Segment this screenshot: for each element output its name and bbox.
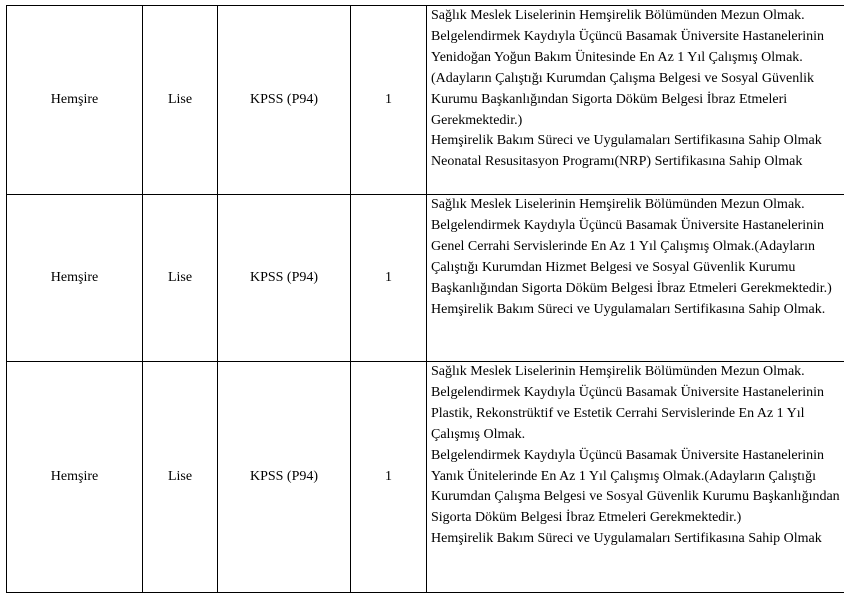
position-count-cell: 1 <box>351 195 427 362</box>
requirement-line: Neonatal Resusitasyon Programı(NRP) Sertifikasına Sahip Olmak <box>431 154 803 170</box>
requirement-line: Hemşirelik Bakım Süreci ve Uygulamaları Sertifikasına Sahip Olmak <box>431 133 822 149</box>
requirement-line: Belgelendirmek Kaydıyla Üçüncü Basamak Üniversite Hastanelerinin Genel Cerrahi Servislerinde En Az 1 Yıl Çalışmış Olmak.(Adayların Çalıştığı Kurumdan Hizmet Belgesi ve Sosyal Güvenlik Kurumu Başkanlığından Sigorta Döküm Belgesi İbraz Etmeleri Gerekmektedir.) <box>431 217 832 296</box>
requirement-line: Hemşirelik Bakım Süreci ve Uygulamaları Sertifikasına Sahip Olmak <box>431 531 822 547</box>
position-title-cell: Hemşire <box>7 362 143 593</box>
requirement-line: Belgelendirmek Kaydıyla Üçüncü Basamak Üniversite Hastanelerinin Yanık Ünitelerinde En Az 1 Yıl Çalışmış Olmak.(Adayların Çalıştığı Kurumdan Çalışma Belgesi ve Sosyal Güvenlik Kurumu Başkanlığından Sigorta Döküm Belgesi İbraz Etmeleri Gerekmektedir.) <box>431 447 840 526</box>
education-level-cell: Lise <box>143 362 218 593</box>
requirement-line: Sağlık Meslek Liselerinin Hemşirelik Bölümünden Mezun Olmak. <box>431 364 805 379</box>
requirement-line: Hemşirelik Bakım Süreci ve Uygulamaları Sertifikasına Sahip Olmak. <box>431 301 826 317</box>
position-count-cell: 1 <box>351 362 427 593</box>
education-level-cell: Lise <box>143 6 218 195</box>
exam-type-cell: KPSS (P94) <box>218 6 351 195</box>
exam-type-cell: KPSS (P94) <box>218 362 351 593</box>
requirement-line: Belgelendirmek Kaydıyla Üçüncü Basamak Üniversite Hastanelerinin Yenidoğan Yoğun Bakım Ünitesinde En Az 1 Yıl Çalışmış Olmak.(Adayların Çalıştığı Kurumdan Çalışma Belgesi ve Sosyal Güvenlik Kurumu Başkanlığından Sigorta Döküm Belgesi İbraz Etmeleri Gerekmektedir.) <box>431 28 825 128</box>
requirement-line: Belgelendirmek Kaydıyla Üçüncü Basamak Üniversite Hastanelerinin Plastik, Rekonstrüktif ve Estetik Cerrahi Servislerinde En Az 1 Yıl Çalışmış Olmak. <box>431 384 825 442</box>
position-count-cell: 1 <box>351 6 427 195</box>
position-title-cell: Hemşire <box>7 6 143 195</box>
exam-type-cell: KPSS (P94) <box>218 195 351 362</box>
position-title-cell: Hemşire <box>7 195 143 362</box>
positions-table <box>6 5 844 593</box>
requirements-cell <box>427 195 844 362</box>
education-level-cell: Lise <box>143 195 218 362</box>
requirements-cell <box>427 362 844 593</box>
requirements-cell <box>427 6 844 195</box>
table-row <box>7 195 844 362</box>
requirement-line: Sağlık Meslek Liselerinin Hemşirelik Bölümünden Mezun Olmak. <box>431 197 805 212</box>
table-row <box>7 362 844 593</box>
requirement-line: Sağlık Meslek Liselerinin Hemşirelik Bölümünden Mezun Olmak. <box>431 8 805 23</box>
table-row <box>7 6 844 195</box>
